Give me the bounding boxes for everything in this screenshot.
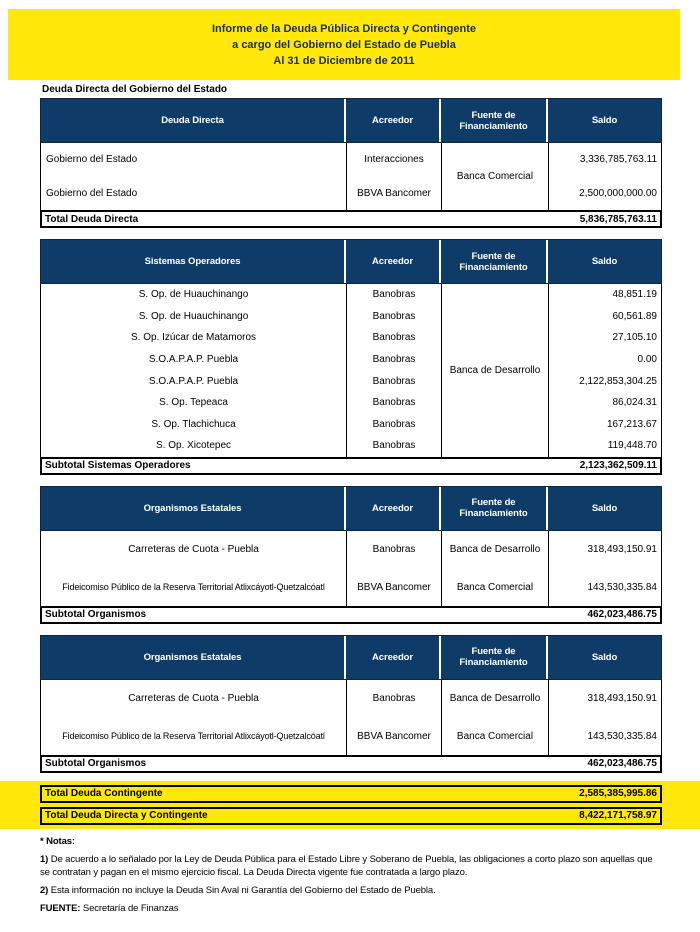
cell-fuente: Banca Comercial (441, 568, 548, 606)
cell-acreedor: Banobras (346, 349, 441, 371)
cell-entidad: S. Op. Izúcar de Matamoros (130, 332, 257, 344)
cell-saldo: 143,530,335.84 (548, 568, 661, 606)
column-header-fuente: Fuente de Financiamiento (441, 487, 548, 530)
total-label: Total Deuda Directa y Contingente (45, 810, 208, 822)
total-label: Subtotal Organismos (45, 609, 147, 621)
note-item-1 (40, 853, 664, 879)
cell-fuente-merged: Banca de Desarrollo (441, 284, 548, 457)
cell-entidad: S. Op. de Huauchinango (138, 289, 249, 301)
total-value: 2,585,385,995.86 (579, 788, 657, 800)
cell-fuente: Banca Comercial (441, 717, 548, 755)
column-header-organismos-estatales: Organismos Estatales (41, 636, 346, 679)
cell-fuente: Banca de Desarrollo (441, 531, 548, 569)
cell-entidad: S. Op. de Huauchinango (138, 310, 249, 322)
section-label: Deuda Directa del Gobierno del Estado (42, 84, 228, 95)
report-title-line-3: Al 31 de Diciembre de 2011 (273, 54, 415, 67)
cell-entidad: Fideicomiso Público de la Reserva Territorial Atlixcáyotl-Quetzalcóatl (62, 731, 325, 741)
total-value: 2,123,362,509.11 (579, 460, 657, 472)
table-deuda-directa (40, 98, 662, 228)
cell-acreedor: Banobras (346, 531, 441, 569)
report-title-line-2: a cargo del Gobierno del Estado de Puebla (232, 38, 456, 51)
total-label: Total Deuda Directa (45, 213, 139, 225)
column-header-acreedor: Acreedor (346, 487, 441, 530)
table-sistemas-operadores (40, 239, 662, 475)
note-item-2 (40, 884, 664, 897)
column-header-fuente: Fuente de Financiamiento (441, 240, 548, 283)
cell-acreedor: Banobras (346, 392, 441, 414)
subtotal-sistemas-operadores-row (40, 457, 662, 475)
report-title-line-1: Informe de la Deuda Pública Directa y Contingente (211, 22, 477, 35)
table-header-row (40, 635, 662, 680)
column-header-fuente: Fuente de Financiamiento (441, 99, 548, 142)
table-body (40, 531, 662, 606)
cell-saldo: 167,213.67 (548, 414, 661, 436)
cell-entidad: S. Op. Xicotepec (155, 440, 232, 452)
total-value: 462,023,486.75 (587, 758, 657, 770)
column-header-fuente: Fuente de Financiamiento (441, 636, 548, 679)
column-header-sistemas-operadores: Sistemas Operadores (41, 240, 346, 283)
column-header-saldo: Saldo (548, 240, 661, 283)
cell-entidad: Carreteras de Cuota - Puebla (128, 693, 259, 704)
table-body (40, 143, 662, 210)
cell-saldo: 2,122,853,304.25 (548, 370, 661, 392)
cell-acreedor: Banobras (346, 284, 441, 306)
notes-heading: * Notas: (40, 835, 75, 847)
cell-entidad: Gobierno del Estado (46, 154, 138, 166)
cell-entidad: Fideicomiso Público de la Reserva Territorial Atlixcáyotl-Quetzalcóatl (62, 582, 325, 592)
cell-saldo: 318,493,150.91 (548, 680, 661, 718)
cell-acreedor: BBVA Bancomer (346, 177, 441, 211)
total-label: Subtotal Organismos (45, 758, 147, 770)
column-header-saldo: Saldo (548, 99, 661, 142)
cell-acreedor: Interacciones (346, 143, 441, 177)
total-deuda-contingente-row (40, 785, 662, 803)
cell-entidad: Gobierno del Estado (46, 187, 138, 199)
cell-fuente: Banca de Desarrollo (441, 680, 548, 718)
cell-acreedor: Banobras (346, 414, 441, 436)
report-title-banner (8, 9, 680, 80)
cell-acreedor: Banobras (346, 327, 441, 349)
source-text: Secretaría de Finanzas (80, 902, 179, 914)
cell-fuente-merged: Banca Comercial (441, 143, 548, 210)
column-header-acreedor: Acreedor (346, 636, 441, 679)
source-label: FUENTE: (40, 902, 81, 914)
column-header-saldo: Saldo (548, 487, 661, 530)
notes-section (40, 835, 664, 915)
cell-saldo: 3,336,785,763.11 (548, 143, 661, 177)
cell-acreedor: Banobras (346, 680, 441, 718)
cell-saldo: 60,561.89 (548, 306, 661, 328)
cell-saldo: 27,105.10 (548, 327, 661, 349)
subtotal-organismos-row (40, 606, 662, 624)
cell-acreedor: Banobras (346, 435, 441, 457)
total-label: Subtotal Sistemas Operadores (45, 460, 191, 472)
total-label: Total Deuda Contingente (45, 788, 163, 800)
total-value: 8,422,171,758.97 (579, 810, 657, 822)
total-deuda-directa-row (40, 210, 662, 228)
table-body (40, 680, 662, 755)
table-body (40, 284, 662, 457)
grand-total-band (0, 781, 700, 829)
total-deuda-directa-y-contingente-row (40, 807, 662, 825)
table-header-row (40, 239, 662, 284)
cell-saldo: 86,024.31 (548, 392, 661, 414)
total-value: 5,836,785,763.11 (579, 213, 657, 225)
note-prefix: 2) (40, 884, 49, 896)
cell-saldo: 2,500,000,000.00 (548, 177, 661, 211)
cell-entidad: S. Op. Tepeaca (159, 397, 228, 409)
cell-saldo: 143,530,335.84 (548, 717, 661, 755)
table-organismos-estatales-1 (40, 486, 662, 624)
cell-saldo: 119,448.70 (548, 435, 661, 457)
total-value: 462,023,486.75 (587, 609, 657, 621)
table-header-row (40, 98, 662, 143)
cell-saldo: 48,851.19 (548, 284, 661, 306)
table-header-row (40, 486, 662, 531)
cell-entidad: S. Op. Tlachichuca (151, 418, 236, 430)
note-text: De acuerdo a lo señalado por la Ley de Deuda Pública para el Estado Libre y Soberano de Puebla, las obligaciones a corto plazo son aquellas que se contratan y pagan en el mismo ejercicio fiscal. La Deuda Directa vigente fue contratada a largo plazo. (40, 853, 653, 878)
note-prefix: 1) (40, 853, 49, 865)
note-source (40, 902, 664, 915)
column-header-acreedor: Acreedor (346, 240, 441, 283)
cell-acreedor: Banobras (346, 306, 441, 328)
column-header-deuda-directa: Deuda Directa (41, 99, 346, 142)
cell-acreedor: BBVA Bancomer (346, 568, 441, 606)
table-organismos-estatales-2 (40, 635, 662, 773)
column-header-acreedor: Acreedor (346, 99, 441, 142)
cell-acreedor: Banobras (346, 370, 441, 392)
note-text: Esta información no incluye la Deuda Sin Aval ni Garantía del Gobierno del Estado de Puebla. (48, 884, 436, 896)
cell-entidad: S.O.A.P.A.P. Puebla (148, 354, 239, 366)
cell-saldo: 318,493,150.91 (548, 531, 661, 569)
cell-entidad: S.O.A.P.A.P. Puebla (148, 375, 239, 387)
subtotal-organismos-row (40, 755, 662, 773)
cell-acreedor: BBVA Bancomer (346, 717, 441, 755)
column-header-organismos-estatales: Organismos Estatales (41, 487, 346, 530)
column-header-saldo: Saldo (548, 636, 661, 679)
cell-entidad: Carreteras de Cuota - Puebla (128, 544, 259, 555)
cell-saldo: 0.00 (548, 349, 661, 371)
